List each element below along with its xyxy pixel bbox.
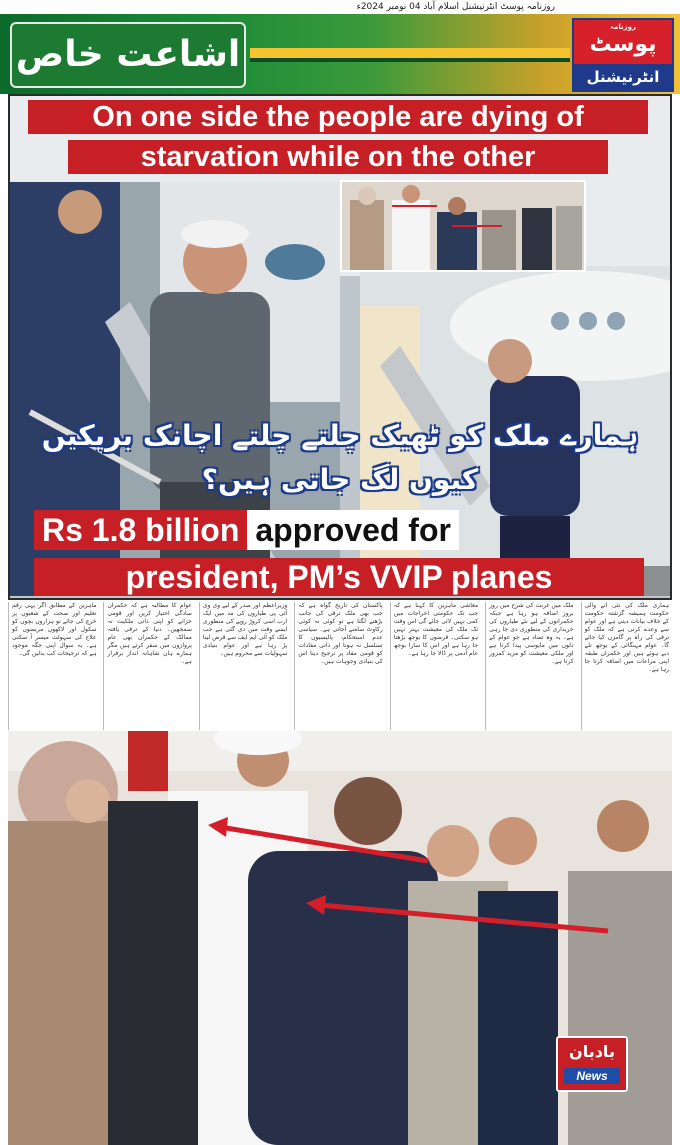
logo-top	[574, 20, 672, 62]
money-headline	[34, 510, 664, 550]
article-column: وزیراعظم اور صدر کے لیے وی وی آئی پی طیاروں کی مد میں ایک ارب اسی کروڑ روپے کی منظوری ایسے وقت میں دی گئی ہے جب ملک کو آئی ایم ایف سے قرض لینا پڑ رہا ہے اور عوام بنیادی سہولیات سے محروم ہیں۔	[199, 602, 290, 730]
article-columns	[8, 602, 672, 730]
badaban-logo-news: News	[564, 1068, 620, 1084]
article-column: عوام کا مطالبہ ہے کہ حکمران سادگی اختیار کریں اور قومی خزانے کو اپنی ذاتی ملکیت نہ سمجھیں۔ دنیا کے ترقی یافتہ ممالک کے حکمران بھی عام پروازوں میں سفر کرتے ہیں مگر ہمارے ہاں شاہانہ انداز برقرار ہے۔	[103, 602, 194, 730]
logo-sub-text: انٹرنیشنل	[574, 64, 672, 90]
newspaper-logo	[572, 18, 674, 92]
headline-line-1: On one side the people are dying of	[28, 100, 648, 134]
article-column: ملک میں غربت کی شرح میں روز بروز اضافہ ہو رہا ہے جبکہ حکمرانوں کے لیے نئے طیاروں کی خریداری کی منظوری دی جا رہی ہے۔ یہ وہ تضاد ہے جو عوام کے دلوں میں مایوسی پیدا کرتا ہے اور ملکی معیشت کو مزید کمزور کرتا ہے۔	[485, 602, 576, 730]
logo-main-text: پوسٹ	[589, 32, 657, 57]
money-amount: Rs 1.8 billion	[34, 510, 247, 550]
section-title: اشاعت خاص	[10, 22, 246, 88]
article-column: معاشی ماہرین کا کہنا ہے کہ جب تک حکومتی اخراجات میں کمی نہیں لائی جائے گی اس وقت تک ملک کی معیشت بہتر نہیں ہو سکتی۔ قرضوں کا بوجھ بڑھتا جا رہا ہے اور اس کا سارا بوجھ عام آدمی پر ڈالا جا رہا ہے۔	[390, 602, 481, 730]
logo-small-text: روزنامہ	[609, 23, 637, 31]
headline-line-2: starvation while on the other	[68, 140, 608, 174]
photo-inset-meeting	[340, 180, 586, 272]
article-column: ماہرین کے مطابق اگر یہی رقم تعلیم اور صحت کے شعبوں پر خرچ کی جائے تو ہزاروں بچوں کو سکول اور لاکھوں مریضوں کو علاج کی سہولت میسر آ سکتی ہے۔ یہ سوال اپنی جگہ موجود ہے کہ ترجیحات کب بدلیں گی۔	[8, 602, 99, 730]
dateline: روزنامہ پوسٹ انٹرنیشنل اسلام آباد 04 نومبر 2024ء	[356, 2, 555, 12]
photo-inset-illustration	[342, 182, 584, 270]
article-column: ہماری ملک کی نئی آنے والی حکومت ہمیشہ گزشتہ حکومت کے خلاف بیانات دیتی ہے اور عوام سے وعدے کرتی ہے کہ ملک کو ترقی کی راہ پر گامزن کیا جائے گا۔ عوام مہنگائی کے بوجھ تلے دبے ہوئے ہیں اور حکمران طبقہ اپنی مراعات میں اضافہ کرتا جا رہا ہے۔	[581, 602, 672, 730]
header-dark-stripe	[250, 58, 570, 62]
money-approved-text: approved for	[247, 510, 459, 550]
badaban-logo-urdu: بادبان	[569, 1042, 615, 1061]
top-image-panel	[8, 94, 672, 600]
headline-line-3: president, PM’s VVIP planes	[34, 558, 644, 596]
article-column: پاکستان کی تاریخ گواہ ہے کہ جب بھی ملک ترقی کی جانب بڑھنے لگتا ہے تو کوئی نہ کوئی رکاوٹ سامنے آجاتی ہے۔ سیاسی عدم استحکام، پالیسیوں کا تسلسل نہ ہونا اور ذاتی مفادات کو قومی مفاد پر ترجیح دینا اس کی بنیادی وجوہات ہیں۔	[294, 602, 385, 730]
badaban-news-logo	[556, 1036, 628, 1092]
urdu-headline: ہمارے ملک کو ٹھیک چلتے چلتے اچانک بریکیں کیوں لگ جاتی ہیں؟	[41, 419, 639, 496]
